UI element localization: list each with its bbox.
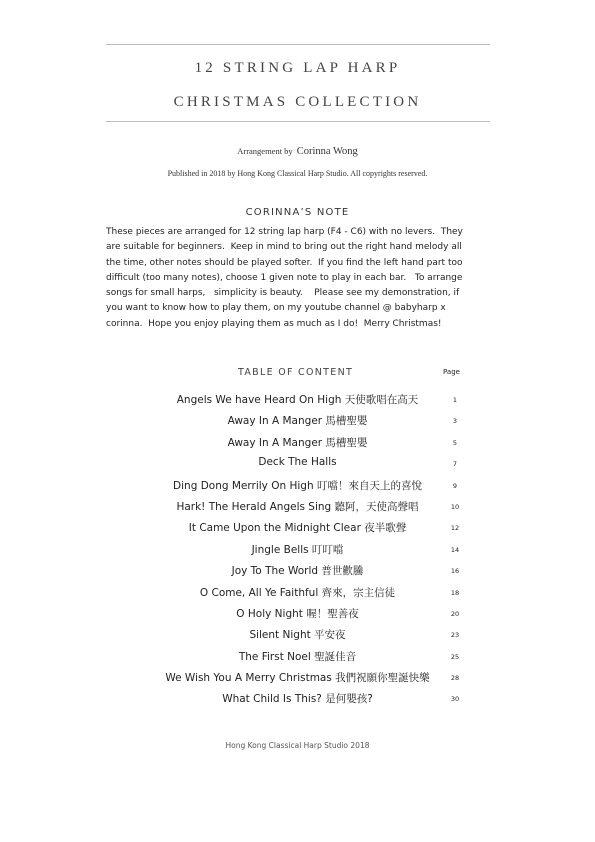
toc-entry-page: 3 bbox=[452, 417, 458, 426]
toc-entry-title: We Wish You A Merry Christmas 我們祝願你聖誕快樂 bbox=[165, 672, 430, 685]
toc-entry-title: What Child Is This? 是何嬰孩? bbox=[222, 693, 373, 706]
note-line: These pieces are arranged for 12 string lap harp (F4 - C6) with no levers. They bbox=[106, 227, 463, 237]
note-line: you want to know how to play them, on my youtube channel @ babyharp x bbox=[106, 303, 446, 314]
title-line-2: CHRISTMAS COLLECTION bbox=[173, 94, 422, 110]
toc-entry bbox=[0, 540, 595, 561]
toc-entry-page: 9 bbox=[452, 481, 458, 490]
toc-entry-page: 5 bbox=[452, 438, 458, 447]
note-line: corinna. Hope you enjoy playing them as much as I do! Merry Christmas! bbox=[106, 318, 442, 329]
note-line: songs for small harps, simplicity is beauty. Please see my demonstration, if bbox=[106, 288, 460, 299]
toc-entry-title: Ding Dong Merrily On High 叮噹！來自天上的喜悅 bbox=[173, 479, 422, 492]
toc-entry bbox=[0, 561, 595, 582]
toc-entry bbox=[0, 454, 595, 475]
footer-text: Hong Kong Classical Harp Studio 2018 bbox=[225, 741, 370, 750]
toc-entry-title: The First Noel 聖誕佳音 bbox=[238, 650, 357, 663]
toc-entry-page: 14 bbox=[450, 545, 460, 554]
top-rule bbox=[106, 44, 490, 45]
toc-entry bbox=[0, 411, 595, 432]
toc-entry bbox=[0, 433, 595, 454]
toc-entry-page: 25 bbox=[450, 652, 460, 661]
toc-list bbox=[0, 390, 595, 711]
toc-entry-title: Deck The Halls bbox=[258, 456, 337, 469]
toc-entry-title: Away In A Manger 馬槽聖嬰 bbox=[227, 415, 368, 428]
toc-entry-title: Joy To The World 普世歡騰 bbox=[231, 565, 364, 578]
toc-entry bbox=[0, 476, 595, 497]
toc-entry-title: Jingle Bells 叮叮噹 bbox=[251, 543, 344, 556]
toc-entry-page: 7 bbox=[452, 460, 458, 469]
toc-entry bbox=[0, 668, 595, 689]
toc-entry-title: It Came Upon the Midnight Clear 夜半歌聲 bbox=[188, 522, 407, 535]
note-line: the time, other notes should be played softer. If you find the left hand part too bbox=[106, 257, 463, 268]
arrangement-prefix: Arrangement by bbox=[237, 146, 293, 156]
note-heading: CORINNA’S NOTE bbox=[245, 207, 350, 218]
arranger-name: Corinna Wong bbox=[296, 146, 358, 157]
title-bottom-rule bbox=[106, 121, 490, 122]
toc-entry bbox=[0, 604, 595, 625]
note-line: difficult (too many notes), choose 1 given note to play in each bar. To arrange bbox=[106, 272, 463, 283]
toc-entry bbox=[0, 583, 595, 604]
toc-entry-page: 30 bbox=[450, 695, 460, 704]
toc-entry-page: 16 bbox=[450, 567, 460, 576]
toc-entry-title: Silent Night 平安夜 bbox=[249, 629, 346, 642]
note-line: are suitable for beginners. Keep in mind to bring out the right hand melody all bbox=[106, 242, 462, 253]
toc-entry-title: O Come, All Ye Faithful 齊來，宗主信徒 bbox=[199, 586, 396, 599]
toc-entry-page: 28 bbox=[450, 674, 460, 683]
toc-entry bbox=[0, 625, 595, 646]
toc-entry-page: 23 bbox=[450, 631, 460, 640]
toc-entry bbox=[0, 518, 595, 539]
toc-entry bbox=[0, 689, 595, 710]
toc-page-column-label: Page bbox=[443, 368, 460, 376]
toc-entry-title: Angels We have Heard On High 天使歌唱在高天 bbox=[176, 394, 419, 406]
toc-entry-title: Hark! The Herald Angels Sing 聽阿，天使高聲唱 bbox=[176, 500, 419, 513]
toc-entry bbox=[0, 497, 595, 518]
toc-entry-page: 1 bbox=[452, 396, 458, 404]
toc-entry-page: 18 bbox=[450, 588, 460, 597]
note-body bbox=[106, 225, 490, 332]
toc-entry-page: 20 bbox=[450, 609, 460, 618]
publication-notice: Published in 2018 by Hong Kong Classical Harp Studio. All copyrights reserved. bbox=[167, 169, 428, 178]
toc-entry-page: 10 bbox=[450, 502, 460, 511]
toc-entry bbox=[0, 647, 595, 668]
toc-entry bbox=[0, 390, 595, 411]
arrangement-credit bbox=[0, 141, 595, 159]
title-line-1: 12 STRING LAP HARP bbox=[194, 60, 401, 76]
toc-entry-title: O Holy Night 喔！聖善夜 bbox=[236, 607, 359, 620]
toc-entry-page: 12 bbox=[450, 524, 460, 533]
toc-heading: TABLE OF CONTENT bbox=[238, 367, 354, 378]
toc-entry-title: Away In A Manger 馬槽聖嬰 bbox=[227, 436, 368, 449]
